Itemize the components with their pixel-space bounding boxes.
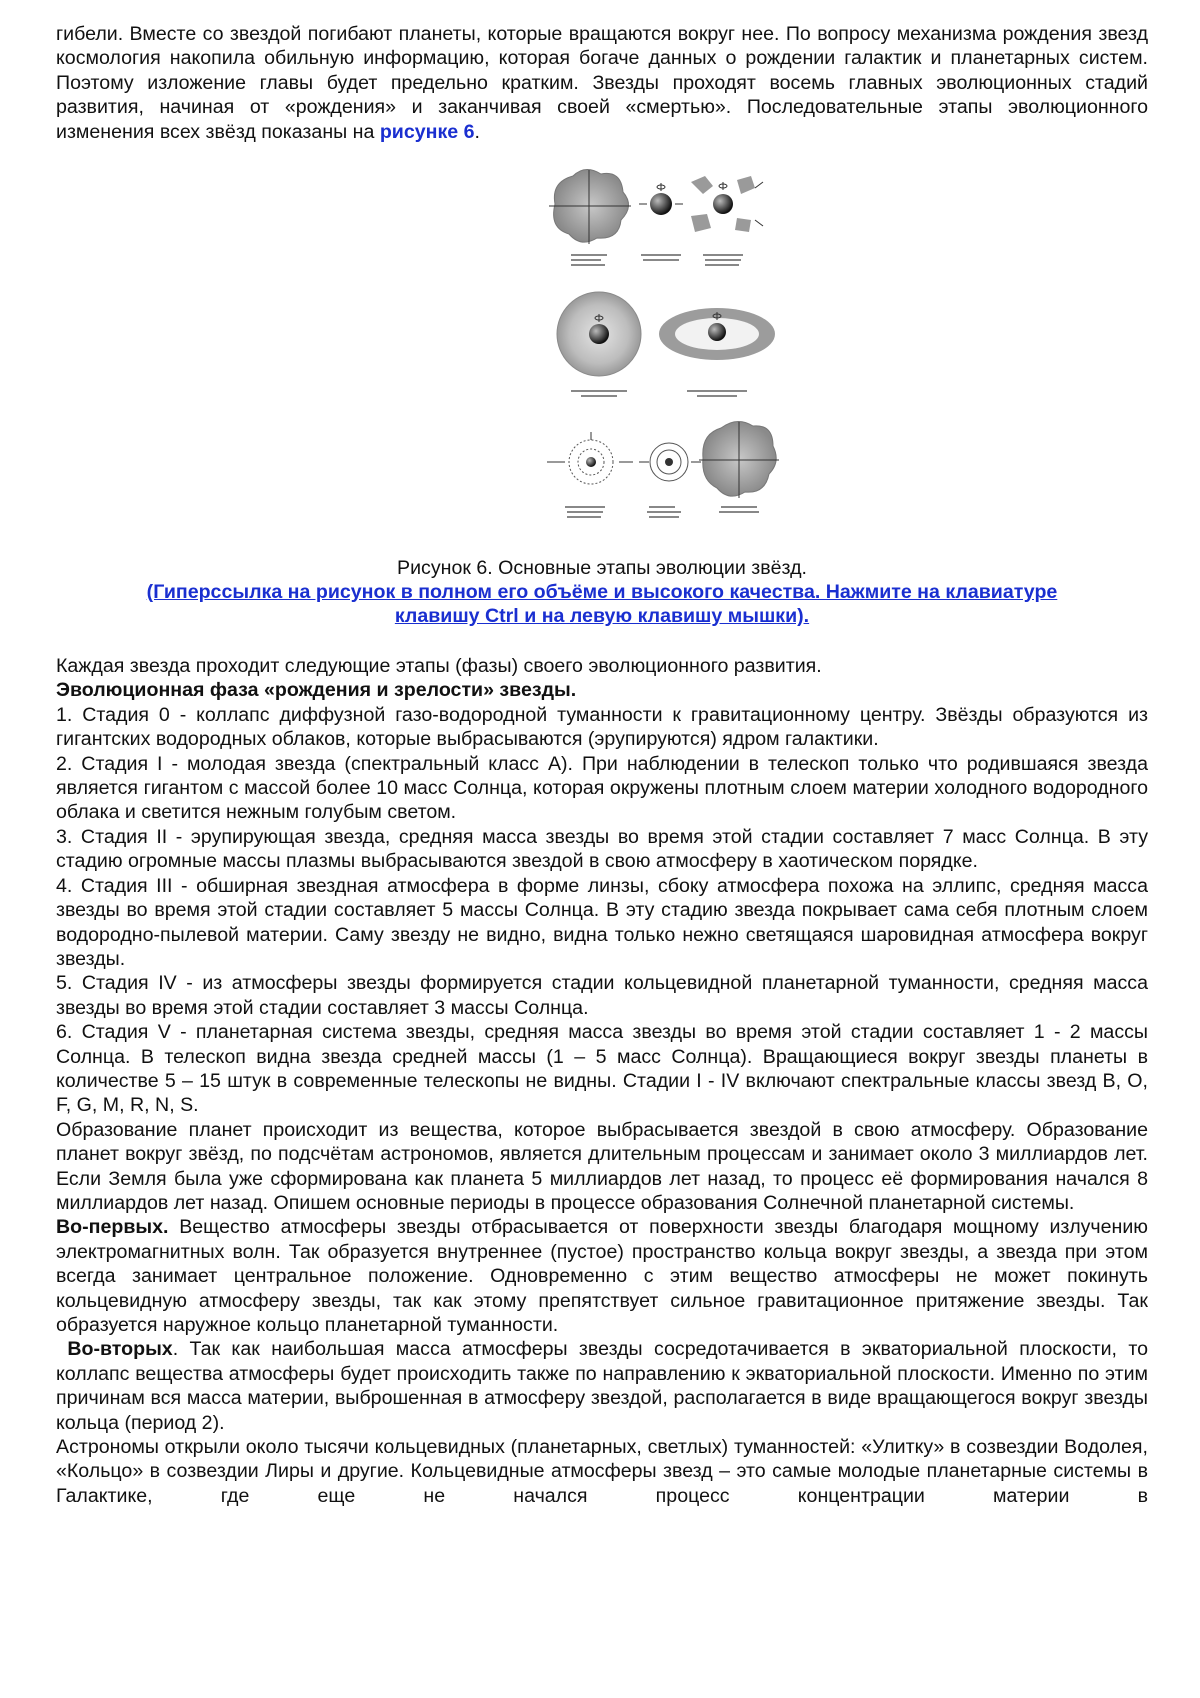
stage-4-paragraph: 5. Стадия IV - из атмосферы звезды формируется стадии кольцевидной планетарной туманности, средняя масса звезды во время этой стадии составляет 3 массы Солнца. bbox=[56, 972, 1148, 1019]
stage-4-ring-nebula bbox=[659, 308, 775, 360]
document-page bbox=[56, 22, 1148, 1533]
first-point-paragraph bbox=[56, 1215, 1148, 1337]
stage-0-paragraph: 1. Стадия 0 - коллапс диффузной газо-водородной туманности к гравитационному центру. Звёзды образуются из гигантских водородных облаков, которые выбрасываются (эрупируются) ядром галактики. bbox=[56, 703, 1148, 751]
star-evolution-diagram bbox=[541, 162, 781, 532]
stage-0-cloud bbox=[549, 169, 631, 244]
stage-2-eruptive-star bbox=[691, 176, 763, 232]
phase-heading: Эволюционная фаза «рождения и зрелости» звезды. bbox=[56, 679, 577, 702]
stage-6-system bbox=[639, 443, 701, 481]
stage-1-paragraph: 2. Стадия I - молодая звезда (спектральный класс А). При наблюдении в телескоп только что родившаяся звезда является гигантом с массой более 10 масс Солнца, которая окружены плотным слоем материи холодного водородного облака и светится нежным голубым светом. bbox=[56, 752, 1148, 824]
figure-6 bbox=[56, 162, 1148, 542]
intro-tail: . bbox=[474, 120, 480, 143]
intro-paragraph bbox=[56, 22, 1148, 144]
second-point-label: Во-вторых bbox=[67, 1338, 173, 1361]
row-3-labels bbox=[565, 506, 759, 518]
stage-1-young-star bbox=[639, 183, 683, 215]
lead-paragraph: Каждая звезда проходит следующие этапы (фазы) своего эволюционного развития. bbox=[56, 655, 822, 678]
stage-3-lens-atmosphere bbox=[557, 292, 641, 376]
row-2-labels bbox=[571, 390, 747, 397]
stage-2-paragraph: 3. Стадия II - эрупирующая звезда, средняя масса звезды во время этой стадии составляет 7 масс Солнца. В эту стадию огромные массы плазмы выбрасываются звездой в свою атмосферу в хаотическом порядке. bbox=[56, 825, 1148, 873]
spacer bbox=[56, 628, 1148, 654]
nebulae-paragraph: Астрономы открыли около тысячи кольцевидных (планетарных, светлых) туманностей: «Улитку» в созвездии Водолея, «Кольцо» в созвездии Лиры и другие. Кольцевидные атмосферы звезд – это самые молодые планетарные системы в Галактике, где еще не начался процесс концентрации материи в bbox=[56, 1436, 1148, 1507]
stage-3-paragraph: 4. Стадия III - обширная звездная атмосфера в форме линзы, сбоку атмосфера похожа на эллипс, средняя масса звезды во время этой стадии составляет 5 массы Солнца. В эту стадию звезда покрывает сама себя плотным слоем водородно-пылевой материи. Саму звезду не видно, видна только нежно светящаяся шаровидная атмосфера вокруг звезды. bbox=[56, 874, 1148, 970]
planet-formation-paragraph: Образование планет происходит из вещества, которое выбрасывается звездой в свою атмосферу. Образование планет вокруг звёзд, по подсчётам астрономов, является длительным процессам и занимает около 3 миллиардов лет. Если Земля была уже сформирована как планета 5 миллиардов лет назад, то процесс её формирования начался 8 миллиардов лет назад. Опишем основные периоды в процессе образования Солнечной планетарной системы. bbox=[56, 1118, 1148, 1214]
figure-hyperlink[interactable]: (Гиперссылка на рисунок в полном его объёме и высокого качества. Нажмите на клавиатуре клавишу Ctrl и на левую клавишу мышки). bbox=[146, 581, 1058, 628]
first-point-label: Во-первых. bbox=[56, 1216, 169, 1239]
first-point-text: Вещество атмосферы звезды отбрасывается от поверхности звезды благодаря мощному излучению электромагнитных волн. Так образуется внутреннее (пустое) пространство кольца вокруг звезды, а звезда при этом всегда занимает центральное положение. Одновременно с этим вещество атмосферы не может покинуть кольцевидную атмосферу звезды, так как этому препятствует сильное гравитационное притяжение звезды. Так образуется наружное кольцо планетарной туманности. bbox=[56, 1216, 1148, 1336]
stage-5-planetary-system bbox=[547, 432, 633, 484]
second-point-paragraph bbox=[56, 1337, 1148, 1435]
second-point-text: . Так как наибольшая масса атмосферы звезды сосредотачивается в экваториальной плоскости, то коллапс вещества атмосферы будет происходить также по направлению к экваториальной плоскости. Именно по этим причинам вся масса материи, выброшенная в атмосферу звездой, располагается в виде вращающегося вокруг звезды кольца (период 2). bbox=[56, 1338, 1148, 1434]
figure-reference-link[interactable]: рисунке 6 bbox=[379, 120, 475, 143]
row-1-labels bbox=[571, 254, 743, 266]
stage-5-paragraph: 6. Стадия V - планетарная система звезды, средняя масса звезды во время этой стадии составляет 1 - 2 массы Солнца. В телескоп видна звезда средней массы (1 – 5 масс Солнца). Вращающиеся вокруг звезды планеты в количестве 5 – 15 штук в современные телескопы не видны. Стадии I - IV включают спектральные классы звезд В, О, F, G, M, R, N, S. bbox=[56, 1021, 1148, 1117]
intro-text: гибели. Вместе со звездой погибают планеты, которые вращаются вокруг нее. По вопросу механизма рождения звезд космология накопила обильную информацию, которая богаче данных о рождении галактик и планетарных систем. Поэтому изложение главы будет предельно кратким. Звезды проходят восемь главных эволюционных стадий развития, начиная от «рождения» и заканчивая своей «смертью». Последовательные этапы эволюционного изменения всех звёзд показаны на bbox=[56, 23, 1148, 143]
figure-caption: Рисунок 6. Основные этапы эволюции звёзд. bbox=[397, 557, 807, 580]
stage-7-dying-star-cloud bbox=[699, 421, 779, 498]
